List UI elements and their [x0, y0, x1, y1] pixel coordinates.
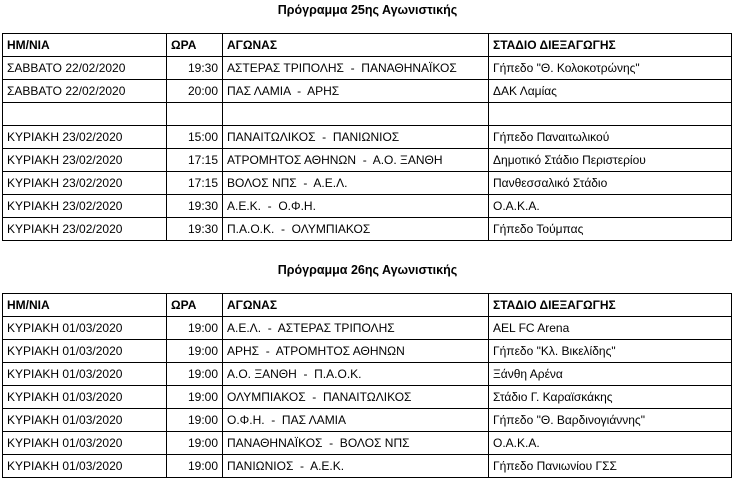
table-row — [3, 386, 732, 409]
cell-time: 19:30 — [167, 57, 223, 80]
cell-match: ΠΑΣ ΛΑΜΙΑ - ΑΡΗΣ — [223, 80, 489, 103]
cell-venue: Ο.Α.Κ.Α. — [489, 195, 732, 218]
table-row — [3, 195, 732, 218]
cell-venue: Ο.Α.Κ.Α. — [489, 432, 732, 455]
cell-date: ΚΥΡΙΑΚΗ 01/03/2020 — [3, 432, 167, 455]
cell-venue: Γήπεδο "Θ. Κολοκοτρώνης" — [489, 57, 732, 80]
round-25-title: Πρόγραμμα 25ης Αγωνιστικής — [277, 3, 458, 17]
cell-venue — [489, 103, 732, 126]
round-25-table — [2, 33, 732, 241]
table-row — [3, 455, 732, 478]
cell-match: Α.Ο. ΞΑΝΘΗ - Π.Α.Ο.Κ. — [223, 363, 489, 386]
cell-venue: Γήπεδο "Θ. Βαρδινογιάννης" — [489, 409, 732, 432]
cell-match: ΑΡΗΣ - ΑΤΡΟΜΗΤΟΣ ΑΘΗΝΩΝ — [223, 340, 489, 363]
header-row — [3, 34, 732, 57]
cell-venue: Ξάνθη Αρένα — [489, 363, 732, 386]
round-26-title: Πρόγραμμα 26ης Αγωνιστικής — [277, 263, 458, 277]
table-row — [3, 149, 732, 172]
table-row — [3, 317, 732, 340]
cell-date — [3, 103, 167, 126]
cell-time: 19:00 — [167, 340, 223, 363]
cell-time: 19:30 — [167, 195, 223, 218]
header-date: ΗΜ/ΝΙΑ — [3, 34, 167, 57]
cell-match — [223, 103, 489, 126]
cell-venue: AEL FC Arena — [489, 317, 732, 340]
cell-match: ΠΑΝΙΩΝΙΟΣ - Α.Ε.Κ. — [223, 455, 489, 478]
cell-date: ΣΑΒΒΑΤΟ 22/02/2020 — [3, 80, 167, 103]
cell-match: ΑΤΡΟΜΗΤΟΣ ΑΘΗΝΩΝ - Α.Ο. ΞΑΝΘΗ — [223, 149, 489, 172]
cell-venue: Πανθεσσαλικό Στάδιο — [489, 172, 732, 195]
cell-venue: Γήπεδο Πανιωνίου ΓΣΣ — [489, 455, 732, 478]
header-time: ΩΡΑ — [167, 34, 223, 57]
cell-date: ΚΥΡΙΑΚΗ 01/03/2020 — [3, 340, 167, 363]
header-time: ΩΡΑ — [167, 294, 223, 317]
cell-date: ΚΥΡΙΑΚΗ 23/02/2020 — [3, 218, 167, 241]
table-row — [3, 126, 732, 149]
cell-time: 19:00 — [167, 409, 223, 432]
header-row — [3, 294, 732, 317]
header-match: ΑΓΩΝΑΣ — [223, 34, 489, 57]
cell-date: ΣΑΒΒΑΤΟ 22/02/2020 — [3, 57, 167, 80]
cell-date: ΚΥΡΙΑΚΗ 23/02/2020 — [3, 195, 167, 218]
cell-date: ΚΥΡΙΑΚΗ 23/02/2020 — [3, 149, 167, 172]
table-row — [3, 363, 732, 386]
round-26-table — [2, 293, 732, 478]
cell-date: ΚΥΡΙΑΚΗ 01/03/2020 — [3, 409, 167, 432]
cell-venue: Γήπεδο "Κλ. Βικελίδης" — [489, 340, 732, 363]
header-venue: ΣΤΑΔΙΟ ΔΙΕΞΑΓΩΓΗΣ — [489, 294, 732, 317]
header-match: ΑΓΩΝΑΣ — [223, 294, 489, 317]
cell-date: ΚΥΡΙΑΚΗ 01/03/2020 — [3, 317, 167, 340]
cell-time: 17:15 — [167, 149, 223, 172]
table-row — [3, 80, 732, 103]
cell-venue: ΔΑΚ Λαμίας — [489, 80, 732, 103]
table-row — [3, 340, 732, 363]
blank-row — [3, 103, 732, 126]
cell-match: ΟΛΥΜΠΙΑΚΟΣ - ΠΑΝΑΙΤΩΛΙΚΟΣ — [223, 386, 489, 409]
cell-venue: Δημοτικό Στάδιο Περιστερίου — [489, 149, 732, 172]
cell-match: Ο.Φ.Η. - ΠΑΣ ΛΑΜΙΑ — [223, 409, 489, 432]
cell-match: ΠΑΝΑΘΗΝΑΪΚΟΣ - ΒΟΛΟΣ ΝΠΣ — [223, 432, 489, 455]
cell-date: ΚΥΡΙΑΚΗ 01/03/2020 — [3, 363, 167, 386]
cell-match: Π.Α.Ο.Κ. - ΟΛΥΜΠΙΑΚΟΣ — [223, 218, 489, 241]
cell-time: 19:30 — [167, 218, 223, 241]
cell-date: ΚΥΡΙΑΚΗ 01/03/2020 — [3, 386, 167, 409]
table-row — [3, 57, 732, 80]
cell-time: 19:00 — [167, 363, 223, 386]
header-venue: ΣΤΑΔΙΟ ΔΙΕΞΑΓΩΓΗΣ — [489, 34, 732, 57]
table-row — [3, 432, 732, 455]
cell-venue: Γήπεδο Τούμπας — [489, 218, 732, 241]
cell-venue: Γήπεδο Παναιτωλικού — [489, 126, 732, 149]
table-row — [3, 172, 732, 195]
table-row — [3, 218, 732, 241]
cell-match: ΠΑΝΑΙΤΩΛΙΚΟΣ - ΠΑΝΙΩΝΙΟΣ — [223, 126, 489, 149]
cell-date: ΚΥΡΙΑΚΗ 23/02/2020 — [3, 172, 167, 195]
table-row — [3, 409, 732, 432]
cell-time: 15:00 — [167, 126, 223, 149]
cell-match: Α.Ε.Λ. - ΑΣΤΕΡΑΣ ΤΡΙΠΟΛΗΣ — [223, 317, 489, 340]
cell-time: 17:15 — [167, 172, 223, 195]
cell-match: Α.Ε.Κ. - Ο.Φ.Η. — [223, 195, 489, 218]
cell-time: 19:00 — [167, 432, 223, 455]
cell-time: 19:00 — [167, 386, 223, 409]
cell-time: 20:00 — [167, 80, 223, 103]
cell-time: 19:00 — [167, 455, 223, 478]
cell-time — [167, 103, 223, 126]
cell-time: 19:00 — [167, 317, 223, 340]
cell-venue: Στάδιο Γ. Καραϊσκάκης — [489, 386, 732, 409]
cell-match: ΑΣΤΕΡΑΣ ΤΡΙΠΟΛΗΣ - ΠΑΝΑΘΗΝΑΪΚΟΣ — [223, 57, 489, 80]
cell-match: ΒΟΛΟΣ ΝΠΣ - Α.Ε.Λ. — [223, 172, 489, 195]
cell-date: ΚΥΡΙΑΚΗ 23/02/2020 — [3, 126, 167, 149]
header-date: ΗΜ/ΝΙΑ — [3, 294, 167, 317]
cell-date: ΚΥΡΙΑΚΗ 01/03/2020 — [3, 455, 167, 478]
